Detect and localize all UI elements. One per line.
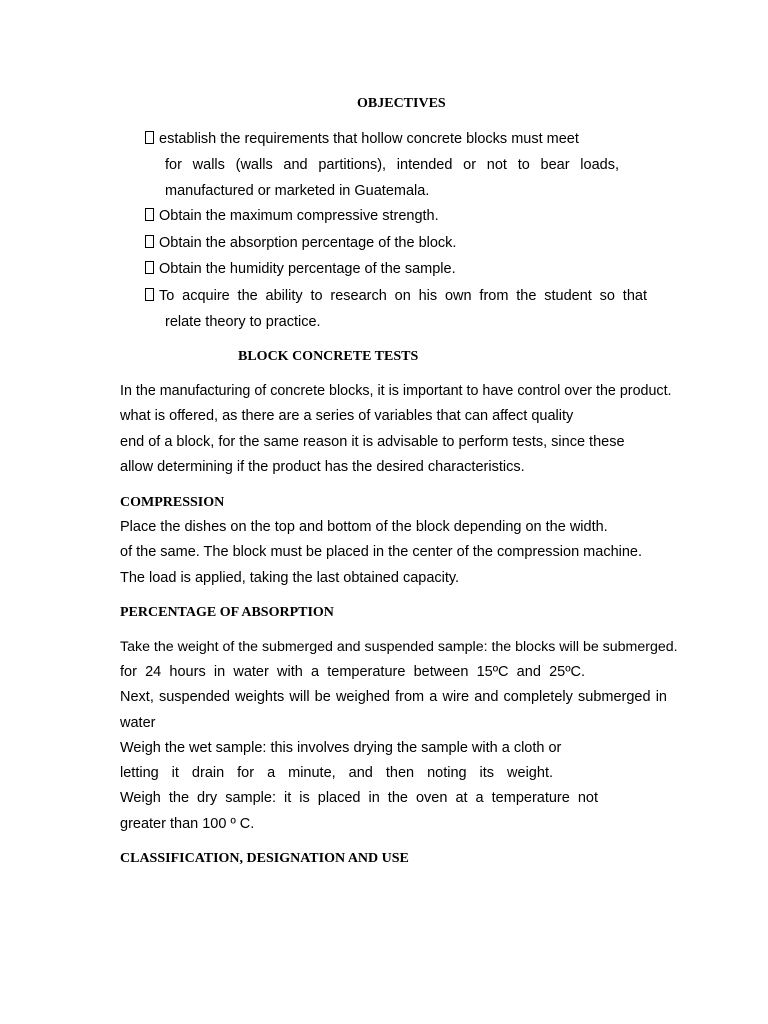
bullet-icon — [145, 131, 154, 144]
bullet-icon — [145, 288, 154, 301]
objective-text: establish the requirements that hollow concrete blocks must meet — [159, 131, 579, 147]
bullet-icon — [145, 235, 154, 248]
objective-text: To acquire the ability to research on his own from the student so that — [159, 288, 647, 304]
absorption-line: letting it drain for a minute, and then noting its weight. — [120, 765, 553, 781]
objective-item — [145, 261, 456, 277]
compression-line: The load is applied, taking the last obtained capacity. — [120, 570, 460, 586]
absorption-line: Weigh the dry sample: it is placed in the oven at a temperature not — [120, 790, 598, 806]
compression-line: Place the dishes on the top and bottom of the block depending on the width. — [120, 519, 608, 535]
bullet-icon — [145, 261, 154, 274]
absorption-line: Next, suspended weights will be weighed from a wire and completely submerged in — [120, 689, 667, 705]
compression-line: of the same. The block must be placed in the center of the compression machine. — [120, 544, 643, 560]
absorption-line: Weigh the wet sample: this involves drying the sample with a cloth or — [120, 740, 562, 756]
block-tests-line: allow determining if the product has the desired characteristics. — [120, 459, 525, 475]
block-tests-line: In the manufacturing of concrete blocks, it is important to have control over the product. — [120, 383, 672, 399]
objective-item — [145, 131, 579, 147]
bullet-icon — [145, 208, 154, 221]
absorption-heading: PERCENTAGE OF ABSORPTION — [120, 605, 334, 620]
classification-heading: CLASSIFICATION, DESIGNATION AND USE — [120, 851, 409, 866]
objective-continuation: manufactured or marketed in Guatemala. — [165, 183, 430, 199]
objective-text: Obtain the absorption percentage of the block. — [159, 235, 457, 251]
block-tests-line: what is offered, as there are a series of variables that can affect quality — [120, 408, 574, 424]
absorption-line: Take the weight of the submerged and suspended sample: the blocks will be submerged. — [120, 639, 678, 655]
objectives-heading: OBJECTIVES — [357, 96, 446, 111]
absorption-line: water — [120, 715, 156, 731]
objective-item — [145, 235, 456, 251]
objective-text: Obtain the maximum compressive strength. — [159, 208, 439, 224]
block-tests-line: end of a block, for the same reason it is advisable to perform tests, since these — [120, 434, 625, 450]
objective-text: Obtain the humidity percentage of the sample. — [159, 261, 456, 277]
block-tests-heading: BLOCK CONCRETE TESTS — [238, 349, 419, 364]
objective-continuation: relate theory to practice. — [165, 314, 321, 330]
compression-heading: COMPRESSION — [120, 495, 225, 510]
objective-item — [145, 288, 648, 304]
absorption-line: for 24 hours in water with a temperature between 15ºC and 25ºC. — [120, 664, 585, 680]
absorption-line: greater than 100 º C. — [120, 816, 255, 832]
objective-continuation: for walls (walls and partitions), intended or not to bear loads, — [165, 157, 619, 173]
objective-item — [145, 208, 439, 224]
